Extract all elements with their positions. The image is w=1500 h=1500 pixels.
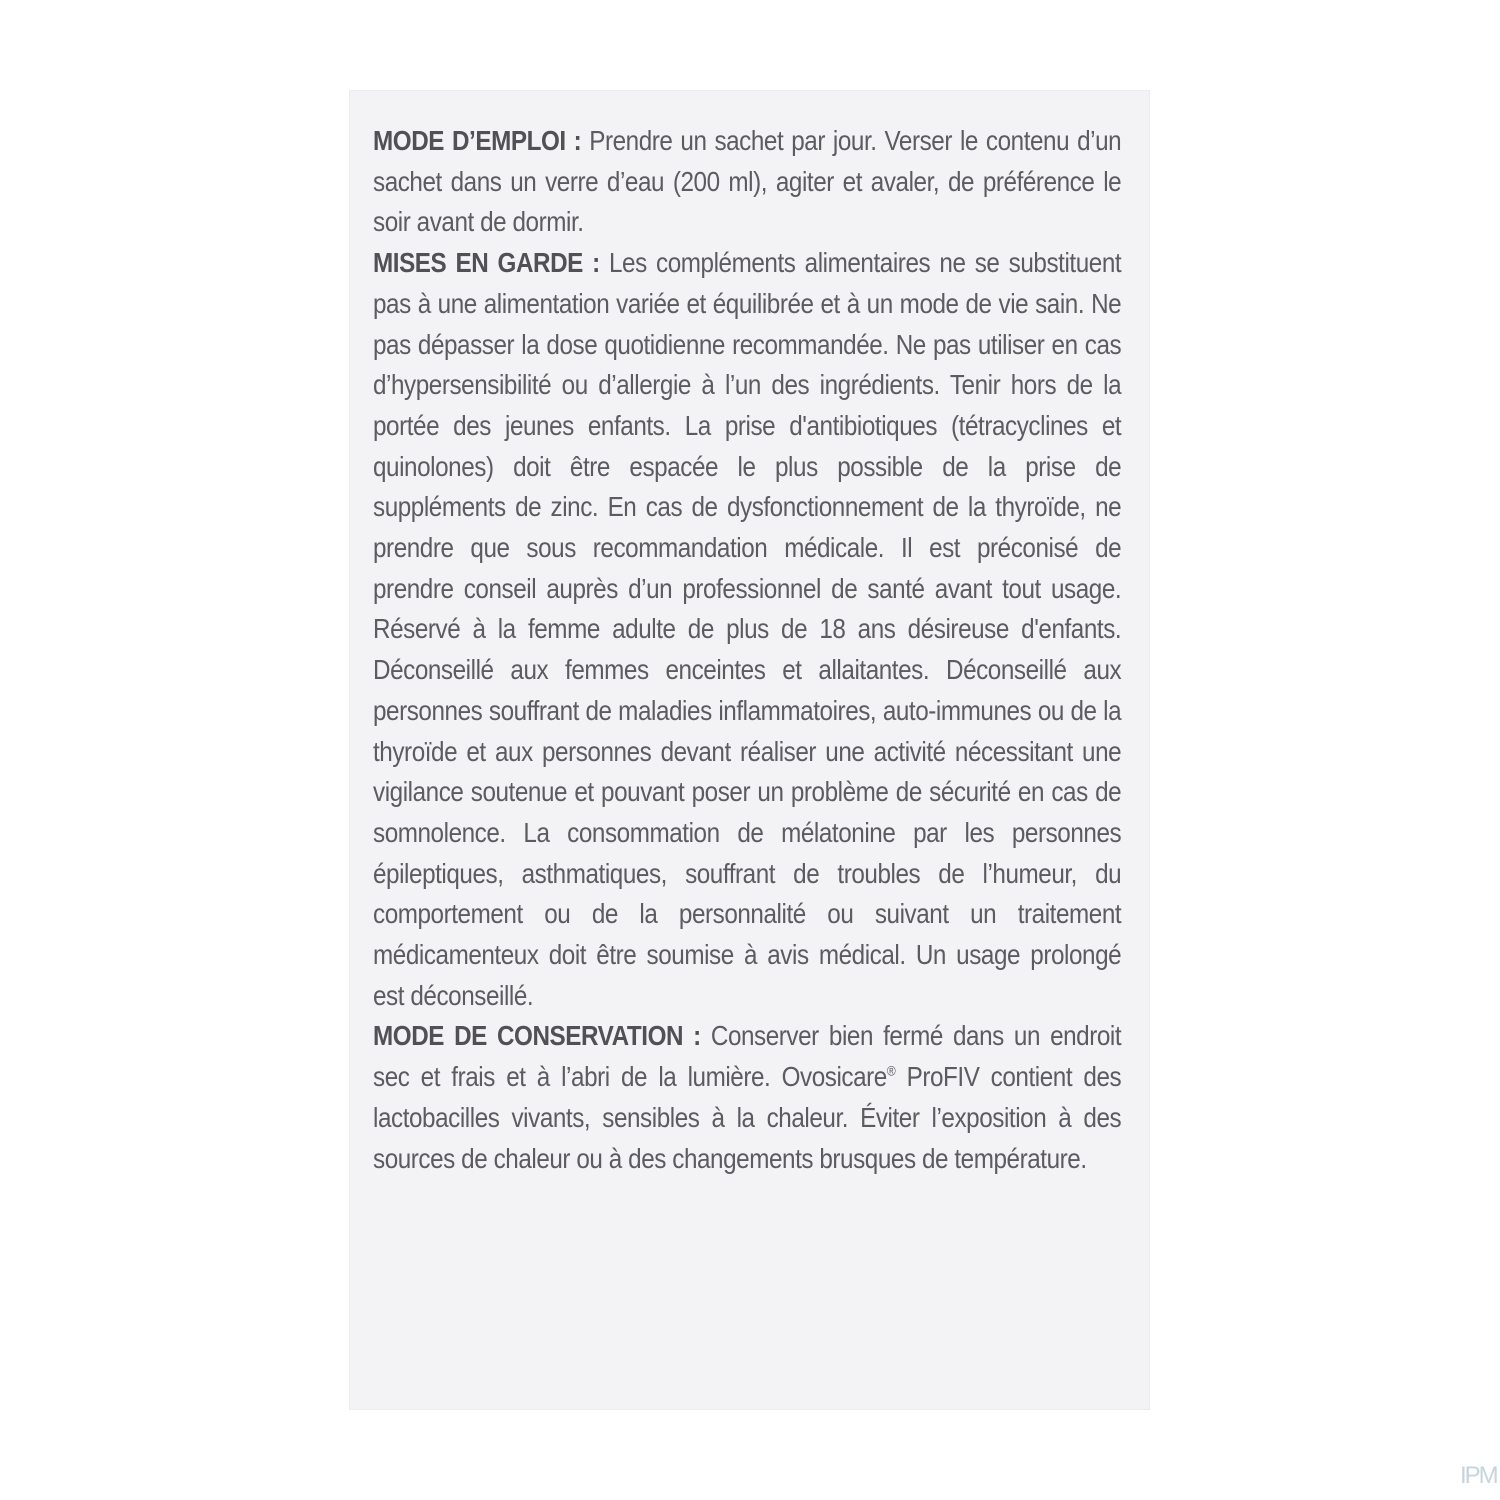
warnings-heading: MISES EN GARDE : — [373, 246, 600, 279]
label-text-block — [373, 120, 1121, 1178]
usage-text: Prendre un sachet par jour. Verser le contenu d’un sachet dans un verre d’eau (200 ml), agiter et avaler, de préférence le soir avant de dormir. — [373, 124, 1122, 238]
usage-heading: MODE D’EMPLOI : — [373, 124, 582, 156]
registered-trademark-mark: ® — [886, 1062, 896, 1079]
storage-text-after-mark: ProFIV contient des lactobacilles vivants, sensibles à la chaleur. Éviter l’exposition à des sources de chaleur ou à des changements brusques de température. — [373, 1060, 1122, 1174]
warnings-section — [373, 242, 1121, 1015]
storage-text-before-mark: Conserver bien fermé dans un endroit sec et frais et à l’abri de la lumière. Ovosicare — [373, 1019, 1122, 1093]
warnings-text: Les compléments alimentaires ne se substituent pas à une alimentation variée et équilibrée et à un mode de vie sain. Ne pas dépasser la dose quotidienne recommandée. Ne pas utiliser en cas d’hypersensibilité ou d’allergie à l’un des ingrédients. Tenir hors de la portée des jeunes enfants. La prise d'antibiotiques (tétracyclines et quinolones) doit être espacée le plus possible de la prise de suppléments de zinc. En cas de dysfonctionnement de la thyroïde, ne prendre que sous recommandation médicale. Il est préconisé de prendre conseil auprès d’un professionnel de santé avant tout usage. Réservé à la femme adulte de plus de 18 ans désireuse d'enfants. Déconseillé aux femmes enceintes et allaitantes. Déconseillé aux personnes souffrant de maladies inflammatoires, auto-immunes ou de la thyroïde et aux personnes devant réaliser une activité nécessitant une vigilance soutenue et pouvant poser un problème de sécurité en cas de somnolence. La consommation de mélatonine par les personnes épileptiques, asthmatiques, souffrant de troubles de l’humeur, du comportement ou de la personnalité ou suivant un traitement médicamenteux doit être soumise à avis médical. Un usage prolongé est déconseillé. — [373, 246, 1122, 1011]
storage-heading: MODE DE CONSERVATION : — [373, 1019, 701, 1052]
package-label-panel — [349, 90, 1150, 1410]
storage-section — [373, 1015, 1121, 1178]
usage-section — [373, 120, 1121, 242]
ipm-watermark-logo: IPM — [1460, 1462, 1497, 1489]
